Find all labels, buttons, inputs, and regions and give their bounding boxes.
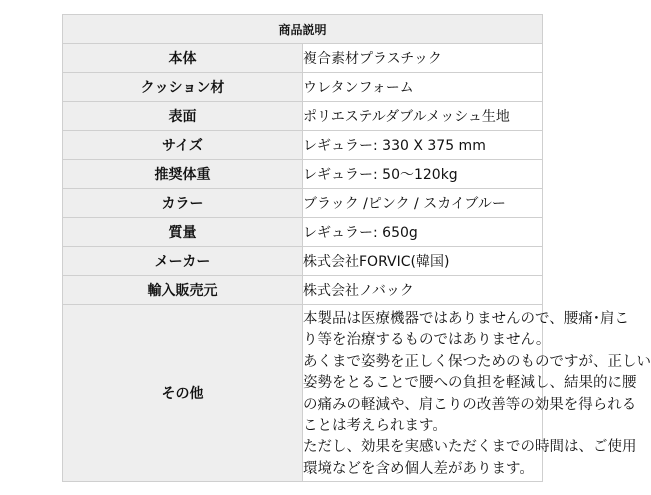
table-row: [63, 131, 543, 160]
table-header-row: [63, 15, 543, 44]
row-label-maker: メーカー: [63, 247, 303, 276]
other-text-line: あくまで姿勢を正しく保つためのものですが、正しい: [303, 353, 651, 370]
row-value-mass: レギュラー: 650g: [303, 218, 543, 247]
row-value-color: ブラック /ピンク / スカイブルー: [303, 189, 543, 218]
row-value-cushion: ウレタンフォーム: [303, 73, 543, 102]
table-row: [63, 44, 543, 73]
row-value-maker: 株式会社FORVIC(韓国): [303, 247, 543, 276]
table-title: 商品説明: [63, 15, 543, 44]
table-row: [63, 102, 543, 131]
row-label-size: サイズ: [63, 131, 303, 160]
other-text-line: ただし、効果を実感いただくまでの時間は、ご使用: [303, 439, 637, 456]
row-value-importer: 株式会社ノバック: [303, 276, 543, 305]
row-value-other: [303, 305, 651, 482]
other-text-line: の痛みの軽減や、肩こりの改善等の効果を得られる: [303, 396, 637, 413]
other-text-line: 本製品は医療機器ではありませんので、腰痛･肩こ: [303, 311, 629, 327]
row-label-mass: 質量: [63, 218, 303, 247]
other-text-line: り等を治療するものではありません。: [303, 332, 551, 349]
row-value-body: 複合素材プラスチック: [303, 44, 543, 73]
other-text-line: 環境などを含め個人差があります。: [303, 460, 534, 477]
row-value-surface: ポリエステルダブルメッシュ生地: [303, 102, 543, 131]
product-spec-table: [62, 14, 651, 482]
table-row: [63, 305, 543, 482]
row-label-surface: 表面: [63, 102, 303, 131]
row-label-cushion: クッション材: [63, 73, 303, 102]
table-row: [63, 160, 543, 189]
row-value-size: レギュラー: 330 X 375 mm: [303, 131, 543, 160]
row-value-weight-range: レギュラー: 50〜120kg: [303, 160, 543, 189]
row-label-importer: 輸入販売元: [63, 276, 303, 305]
row-label-body: 本体: [63, 44, 303, 73]
row-label-color: カラー: [63, 189, 303, 218]
table-row: [63, 247, 543, 276]
other-text-line: 姿勢をとることで腰への負担を軽減し、結果的に腰: [303, 375, 637, 392]
table-row: [63, 73, 543, 102]
table-row: [63, 218, 543, 247]
row-label-weight-range: 推奨体重: [63, 160, 303, 189]
table-row: [63, 276, 543, 305]
table-row: [63, 189, 543, 218]
other-text-line: ことは考えられます。: [303, 418, 447, 435]
product-description: [62, 14, 651, 482]
row-label-other: その他: [63, 305, 303, 482]
